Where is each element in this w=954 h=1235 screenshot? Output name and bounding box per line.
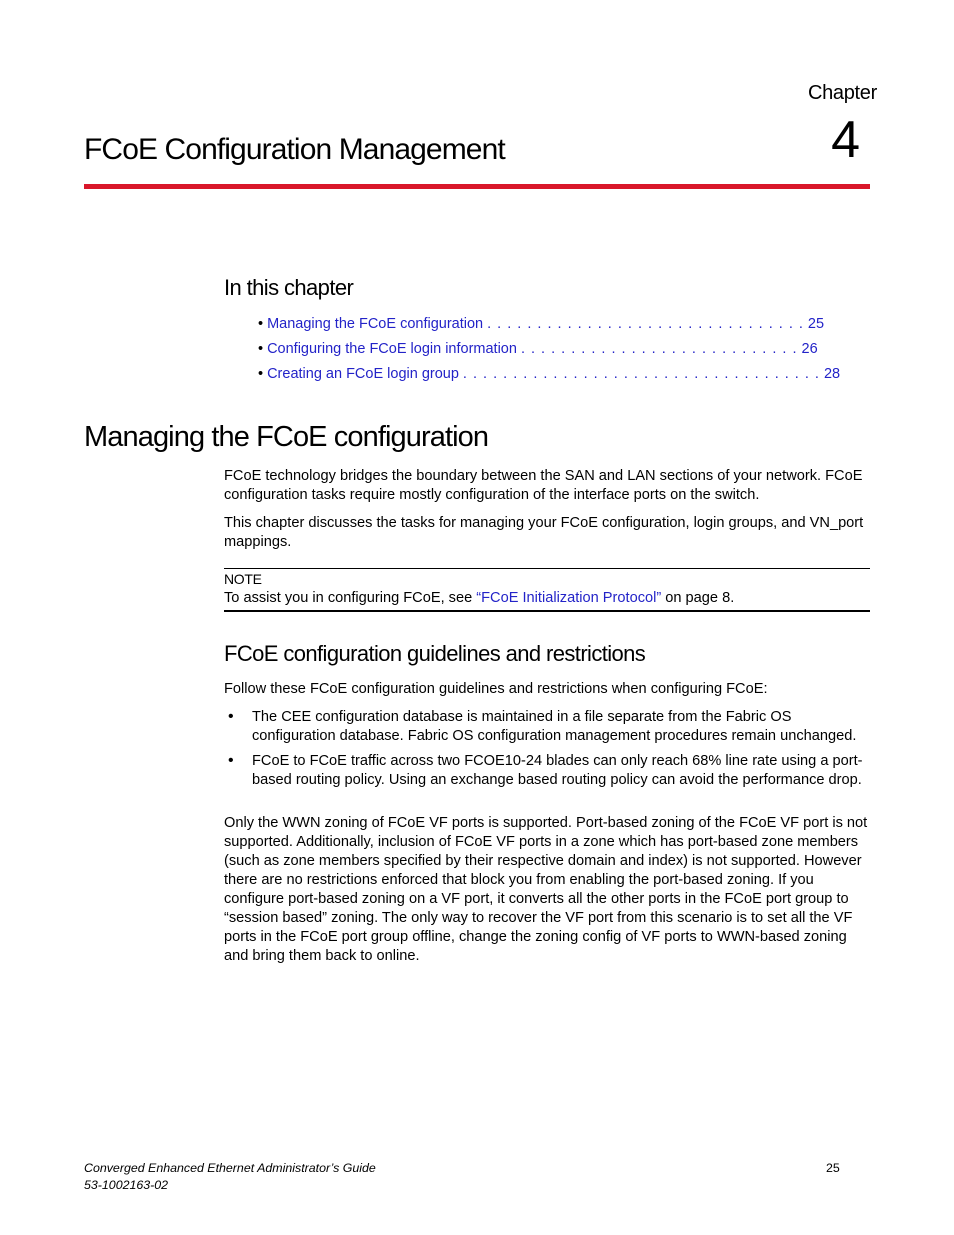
- in-this-chapter-heading: In this chapter: [224, 275, 354, 300]
- note-bottom-rule: [224, 610, 870, 612]
- footer-document-info: [84, 1160, 376, 1194]
- toc-bullet: •: [258, 366, 264, 382]
- note-top-rule: [224, 568, 870, 569]
- chapter-title: FCoE Configuration Management: [84, 133, 505, 166]
- toc-link-label[interactable]: Configuring the FCoE login information: [267, 341, 517, 357]
- list-bullet: •: [228, 752, 234, 769]
- chapter-number: 4: [831, 111, 860, 169]
- toc-page-number[interactable]: 26: [801, 341, 818, 357]
- chapter-title-rule: [84, 184, 870, 189]
- body-paragraph: Follow these FCoE configuration guidelines and restrictions when configuring FCoE:: [224, 681, 768, 697]
- section-heading: Managing the FCoE configuration: [84, 421, 489, 453]
- toc-dot-leader: . . . . . . . . . . . . . . . . . . . . . . . . . . . .: [520, 341, 798, 357]
- toc-page-number[interactable]: 28: [823, 366, 841, 382]
- list-item: The CEE configuration database is maintained in a file separate from the Fabric OS configuration database. Fabric OS configuration management procedures remain unchanged.: [252, 709, 857, 744]
- toc-bullet: •: [258, 316, 264, 332]
- toc-dot-leader: . . . . . . . . . . . . . . . . . . . . . . . . . . . . . . . .: [487, 316, 804, 332]
- subsection-heading: FCoE configuration guidelines and restrictions: [224, 641, 646, 666]
- toc-entry-configuring-fcoe-login[interactable]: [258, 339, 818, 359]
- toc-link-label[interactable]: Managing the FCoE configuration: [267, 316, 484, 332]
- list-bullet: •: [228, 708, 234, 725]
- toc-page-number[interactable]: 25: [807, 316, 825, 332]
- footer-title: Converged Enhanced Ethernet Administrator’s Guide: [84, 1161, 376, 1175]
- footer-doc-number: 53-1002163-02: [84, 1178, 169, 1192]
- note-text: [224, 589, 734, 607]
- body-paragraph: This chapter discusses the tasks for managing your FCoE configuration, login groups, and VN_port mappings.: [224, 515, 864, 550]
- footer-page-number: 25: [826, 1161, 840, 1175]
- toc-dot-leader: . . . . . . . . . . . . . . . . . . . . . . . . . . . . . . . . . . . .: [462, 366, 820, 382]
- toc-entry-managing-fcoe-configuration[interactable]: [258, 314, 825, 334]
- list-item: FCoE to FCoE traffic across two FCOE10-24 blades can only reach 68% line rate using a port-based routing policy. Using an exchange based routing policy can avoid the performance drop.: [252, 753, 863, 788]
- chapter-label: Chapter: [807, 82, 877, 104]
- toc-link-label[interactable]: Creating an FCoE login group: [267, 366, 459, 382]
- body-paragraph: Only the WWN zoning of FCoE VF ports is supported. Port-based zoning of the FCoE VF port is not supported. Additionally, inclusion of FCoE VF ports in a zone which has port-based zone members (such as zone members specified by their respective domain and index) is not supported. However there are no restrictions enforced that block you from enabling the port-based zoning. If you configure port-based zoning on a VF port, it converts all the other ports in the FCoE port group to “session based” zoning. The only way to recover the VF port from this scenario is to set all the VF ports in the FCoE port group offline, change the zoning config of VF ports to WWN-based zoning and bring them back to online.: [224, 815, 868, 964]
- note-cross-reference-link[interactable]: “FCoE Initialization Protocol”: [476, 590, 662, 606]
- note-label: NOTE: [224, 571, 262, 587]
- toc-bullet: •: [258, 341, 264, 357]
- body-paragraph: FCoE technology bridges the boundary between the SAN and LAN sections of your network. FCoE configuration tasks require mostly configuration of the interface ports on the switch.: [224, 468, 863, 503]
- note-text-before: To assist you in configuring FCoE, see: [224, 590, 477, 606]
- note-text-after: on page 8.: [661, 590, 735, 606]
- toc-entry-creating-fcoe-login-group[interactable]: [258, 364, 841, 384]
